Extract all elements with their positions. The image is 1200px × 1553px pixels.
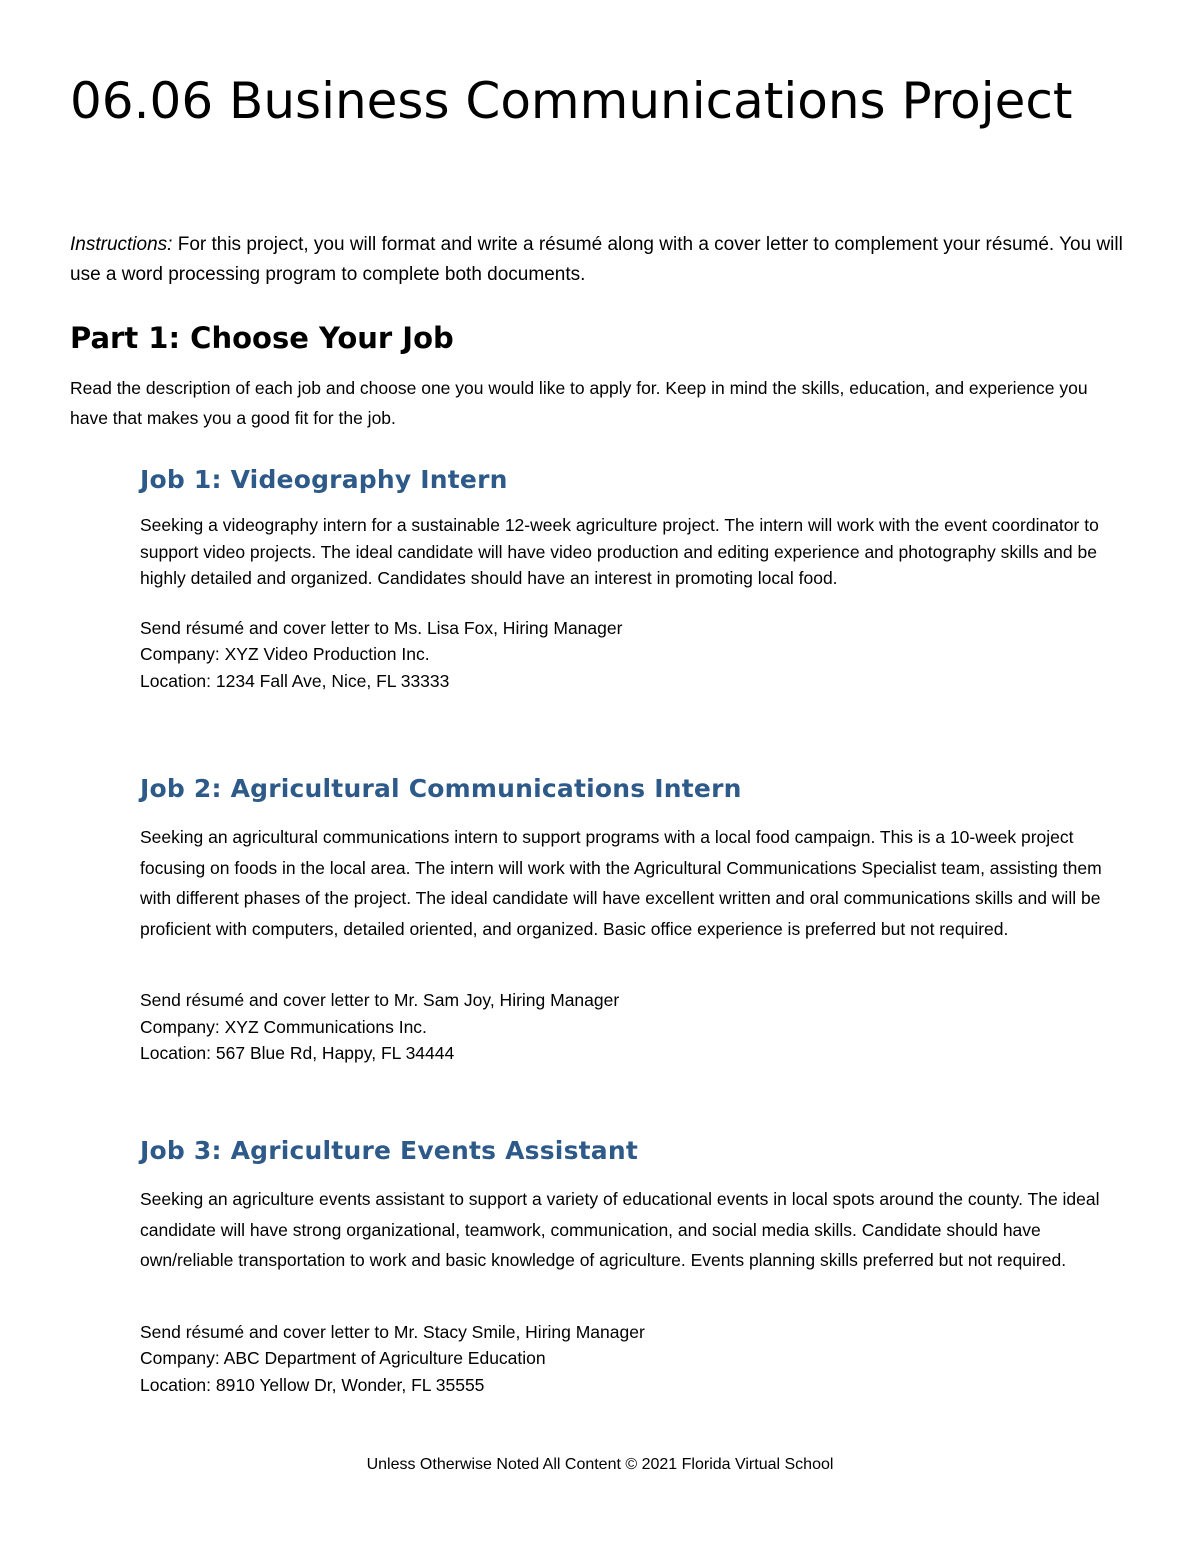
job-2-location: Location: 567 Blue Rd, Happy, FL 34444 [140, 1043, 455, 1063]
job-1-contact [140, 615, 1130, 695]
page-footer: Unless Otherwise Noted All Content © 2021 Florida Virtual School [366, 1456, 834, 1473]
instructions-paragraph [70, 230, 1135, 290]
part1-intro: Read the description of each job and choose one you would like to apply for. Keep in mind the skills, education, and experience you have that makes you a good fit for the job. [70, 378, 1088, 428]
job-1-company: Company: XYZ Video Production Inc. [140, 644, 430, 664]
job-1-heading: Job 1: Videography Intern [140, 465, 508, 494]
job-2-heading: Job 2: Agricultural Communications Intern [140, 774, 742, 803]
job-3-section [140, 1133, 1130, 1398]
job-2-description: Seeking an agricultural communications intern to support programs with a local food campaign. This is a 10-week project focusing on foods in the local area. The intern will work with the Agricultural Communications Specialist team, assisting them with different phases of the project. The ideal candidate will have excellent written and oral communications skills and will be proficient with computers, detailed oriented, and organized. Basic office experience is preferred but not required. [140, 827, 1102, 939]
job-1-send-to: Send résumé and cover letter to Ms. Lisa Fox, Hiring Manager [140, 617, 623, 638]
job-2-company: Company: XYZ Communications Inc. [140, 1016, 427, 1037]
part1-heading: Part 1: Choose Your Job [70, 321, 454, 355]
job-1-section [140, 462, 1130, 694]
job-3-contact [140, 1319, 1130, 1399]
job-3-send-to: Send résumé and cover letter to Mr. Stacy Smile, Hiring Manager [140, 1321, 645, 1342]
job-3-location: Location: 8910 Yellow Dr, Wonder, FL 35555 [140, 1374, 485, 1395]
instructions-text: For this project, you will format and write a résumé along with a cover letter to complement your résumé. You will use a word processing program to complete both documents. [70, 234, 1123, 285]
page-title: 06.06 Business Communications Project [70, 72, 1073, 130]
job-3-company: Company: ABC Department of Agriculture Education [140, 1348, 546, 1368]
job-2-send-to: Send résumé and cover letter to Mr. Sam Joy, Hiring Manager [140, 990, 620, 1010]
job-1-location: Location: 1234 Fall Ave, Nice, FL 33333 [140, 670, 450, 691]
job-2-section [140, 771, 1130, 1067]
job-2-contact [140, 987, 1130, 1067]
job-3-heading: Job 3: Agriculture Events Assistant [140, 1136, 639, 1165]
job-3-description: Seeking an agriculture events assistant to support a variety of educational events in local spots around the county. The ideal candidate will have strong organizational, teamwork, communication, and social media skills. Candidate should have own/reliable transportation to work and basic knowledge of agriculture. Events planning skills preferred but not required. [140, 1189, 1100, 1270]
job-1-description: Seeking a videography intern for a sustainable 12-week agriculture project. The intern will work with the event coordinator to support video projects. The ideal candidate will have video production and editing experience and photography skills and be highly detailed and organized. Candidates should have an interest in promoting local food. [140, 515, 1099, 588]
instructions-lead: Instructions: [70, 234, 173, 255]
